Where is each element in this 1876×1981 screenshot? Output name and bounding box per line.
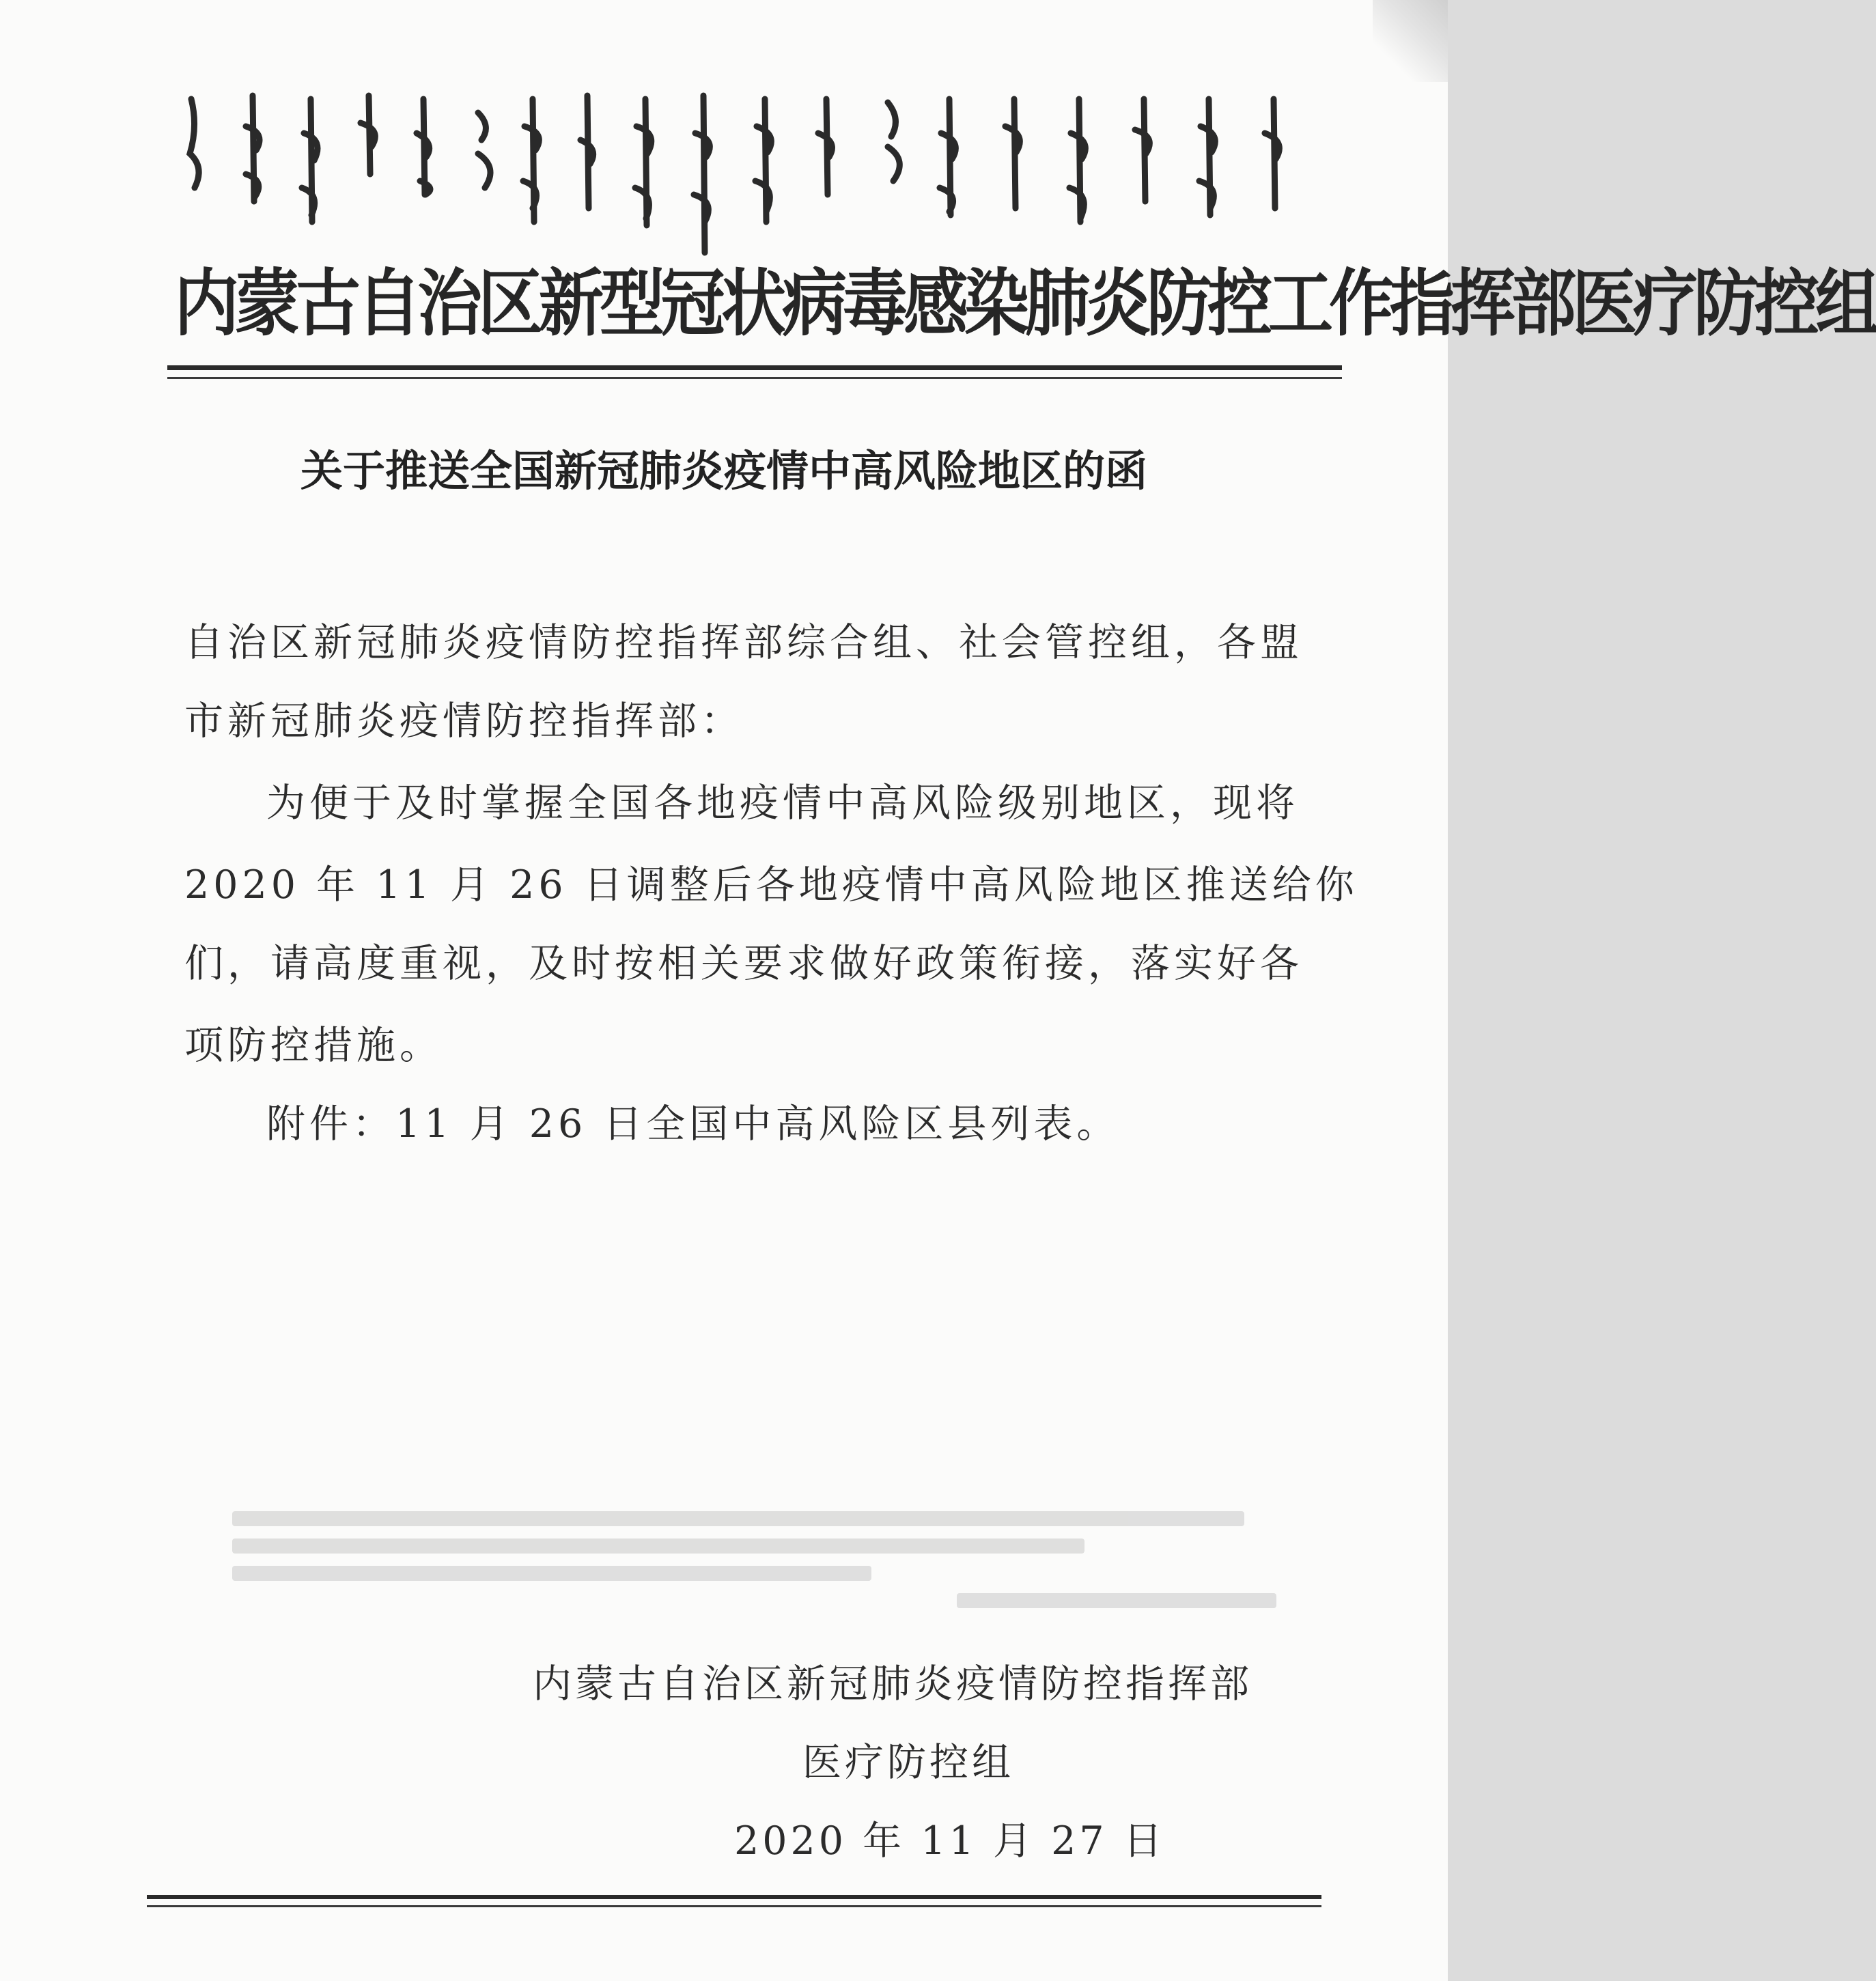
signature-org-line-2: 医疗防控组 — [802, 1740, 1014, 1785]
body-line-2: 2020 年 11 月 26 日调整后各地疫情中高风险地区推送给你 — [184, 862, 1358, 908]
body-line-1: 为便于及时掌握全国各地疫情中高风险级别地区，现将 — [266, 781, 1299, 826]
scan-corner-shadow — [1373, 0, 1448, 82]
body-line-3: 们，请高度重视，及时按相关要求做好政策衔接，落实好各 — [184, 941, 1303, 986]
footer-rule-thick — [147, 1895, 1321, 1899]
body-line-4: 项防控措施。 — [184, 1023, 443, 1068]
footer-rule-thin — [147, 1905, 1321, 1907]
document-title: 关于推送全国新冠肺炎疫情中高风险地区的函 — [300, 446, 1147, 496]
recipients-line-1: 自治区新冠肺炎疫情防控指挥部综合组、社会管控组，各盟 — [184, 620, 1303, 665]
letterhead-title: 内蒙古自治区新型冠状病毒感染肺炎防控工作指挥部医疗防控组 — [174, 261, 1876, 346]
signature-org-line-1: 内蒙古自治区新冠肺炎疫情防控指挥部 — [533, 1661, 1252, 1706]
show-through-shadow — [232, 1499, 1298, 1656]
signature-date: 2020 年 11 月 27 日 — [734, 1818, 1166, 1864]
letterhead-rule-thick — [167, 365, 1342, 370]
mongolian-letterhead — [178, 85, 1332, 256]
recipients-line-2: 市新冠肺炎疫情防控指挥部： — [184, 699, 744, 744]
attachment-note: 附件：11 月 26 日全国中高风险区县列表。 — [266, 1101, 1120, 1147]
letterhead-rule-thin — [167, 377, 1342, 379]
